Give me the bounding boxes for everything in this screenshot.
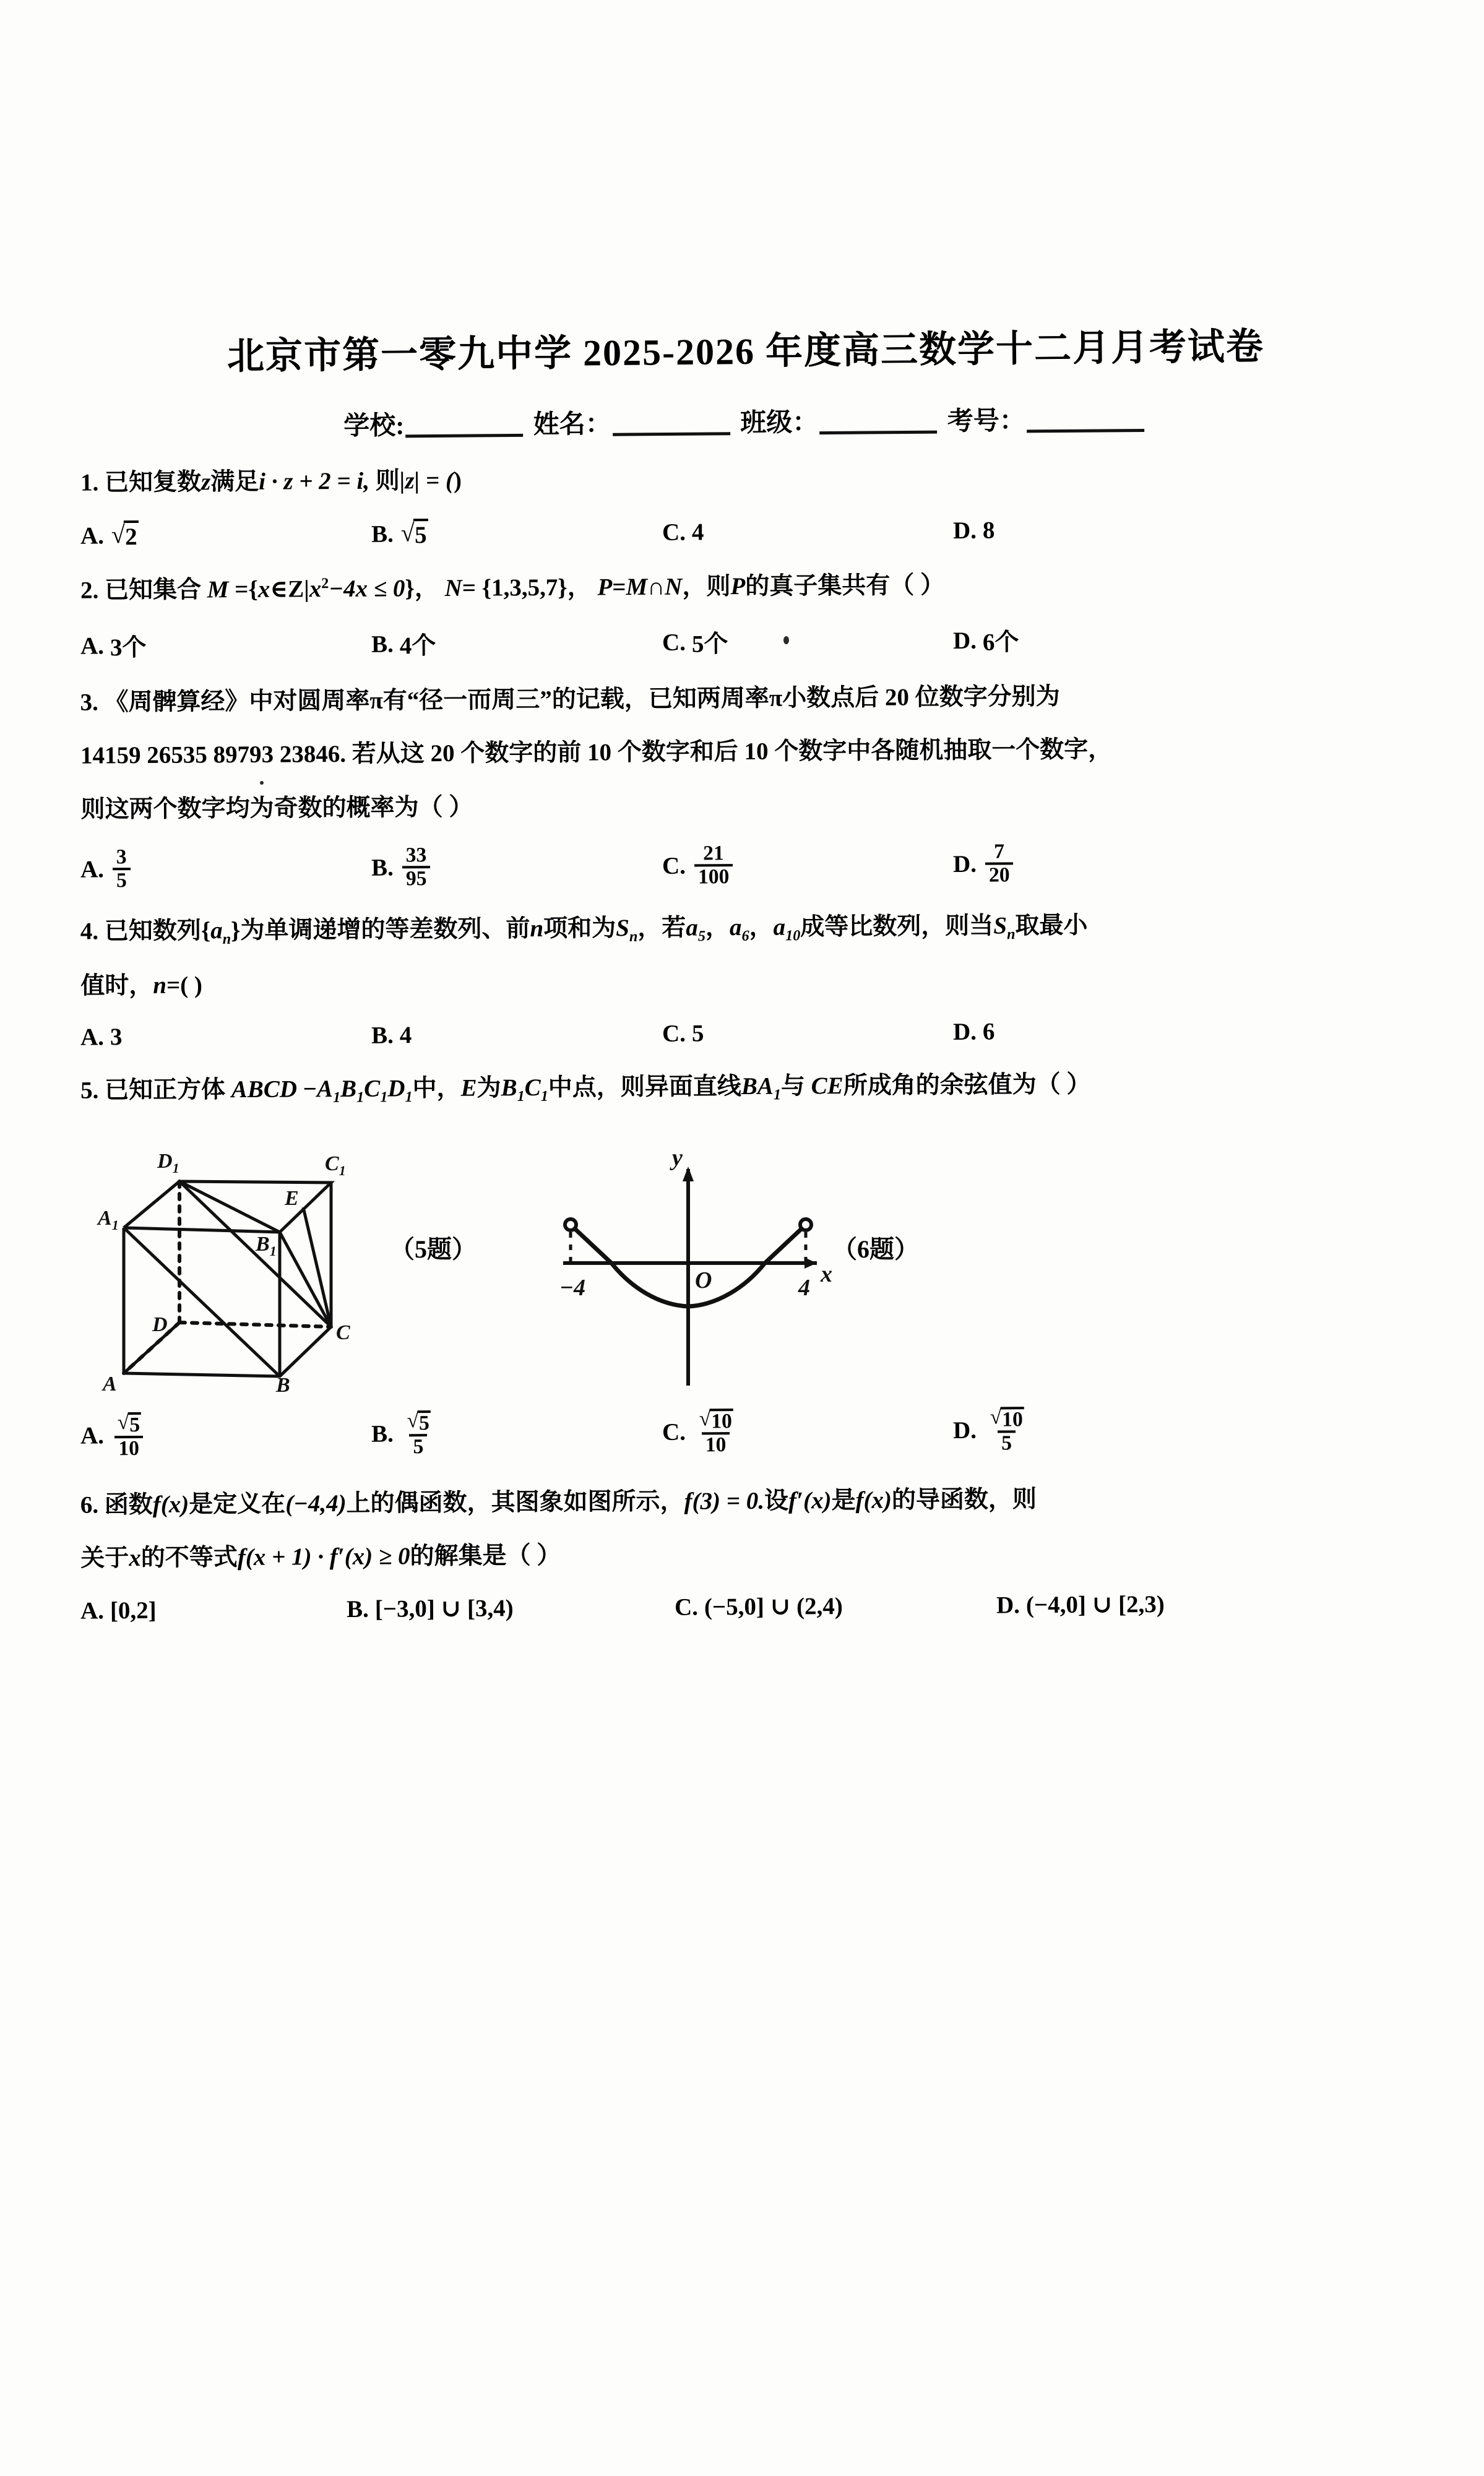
q1-modulus: |z| = ( <box>399 467 454 494</box>
option-c[interactable] <box>662 623 953 660</box>
q6-seg-e: 是 <box>831 1486 856 1514</box>
option-a[interactable] <box>80 1595 347 1625</box>
option-c-letter: C. <box>662 519 686 546</box>
question-6 <box>80 1478 1412 1577</box>
radical-icon <box>699 1408 733 1433</box>
option-b[interactable] <box>347 1593 675 1623</box>
question-5-stem <box>80 1071 1091 1104</box>
option-c-value: 4 <box>691 519 704 546</box>
option-d-value: 6 <box>982 1018 995 1045</box>
q2-x: x <box>257 576 270 603</box>
q5-cube-abcd: ABCD <box>231 1076 298 1103</box>
option-b[interactable] <box>371 625 662 662</box>
name-blank[interactable] <box>613 432 730 436</box>
page-title: 北京市第一零九中学 2025-2026 年度高三数学十二月月考试卷 <box>226 326 1265 377</box>
q4-n2: n <box>153 972 167 999</box>
option-a[interactable] <box>80 519 371 551</box>
question-2-number: 2. <box>80 577 99 605</box>
fraction-numerator <box>113 1412 145 1436</box>
option-b[interactable] <box>371 1020 662 1050</box>
fraction-numerator: 7 <box>994 840 1005 863</box>
fraction-numerator: 33 <box>405 843 427 867</box>
q5-a1: A <box>316 1076 334 1103</box>
option-c[interactable] <box>662 515 953 548</box>
question-1-number: 1. <box>80 469 99 496</box>
q4-n: n <box>530 915 544 942</box>
fraction-numerator <box>402 1410 434 1434</box>
radical-icon <box>111 520 139 551</box>
q2-eq3: = <box>612 574 626 601</box>
figure-6-caption: （6题） <box>832 1235 919 1263</box>
q2-bar: | <box>304 576 309 603</box>
question-6-line-2 <box>80 1532 1411 1578</box>
q5-dash: − <box>303 1076 317 1103</box>
option-a[interactable] <box>80 1410 371 1459</box>
q4-seq-sub: n <box>222 930 231 947</box>
fraction-denominator: 10 <box>114 1436 143 1459</box>
q2-set-m2: M <box>626 574 648 601</box>
q5-bc-b-sub: 1 <box>517 1088 525 1105</box>
q1-stem-mid: 满足 <box>210 468 259 496</box>
class-blank[interactable] <box>819 431 937 434</box>
option-d-fraction <box>985 842 1014 887</box>
q1-var-z: z <box>201 468 211 496</box>
option-a-value: [0,2] <box>110 1597 157 1624</box>
option-a-value: 2 <box>124 520 139 551</box>
cube-label-C: C <box>336 1321 350 1344</box>
option-c-letter: C. <box>674 1593 699 1621</box>
option-a-fraction <box>113 847 131 892</box>
q2-in: ∈ <box>270 576 288 603</box>
option-b-letter: B. <box>371 1022 394 1050</box>
option-a-letter: A. <box>80 1422 105 1449</box>
q4-a6: a <box>729 913 742 941</box>
figures-row <box>80 1113 1411 1404</box>
radical-icon <box>990 1406 1024 1431</box>
q5-c1-sub: 1 <box>380 1089 388 1106</box>
q5-b1-sub: 1 <box>356 1089 365 1106</box>
option-b[interactable] <box>371 1408 662 1457</box>
option-a-letter: A. <box>80 522 105 550</box>
option-d-value: 6个 <box>982 629 1019 656</box>
q1-equation: i · z + 2 = i, <box>259 467 370 495</box>
q4-comma2: ， <box>749 913 774 941</box>
fraction-numerator <box>985 1406 1028 1431</box>
option-a[interactable] <box>80 845 371 892</box>
option-c-letter: C. <box>662 1418 686 1446</box>
question-1-stem <box>80 467 462 496</box>
fraction-denominator: 100 <box>694 865 733 889</box>
radical-icon <box>401 519 428 550</box>
q5-point-e: E <box>460 1074 477 1102</box>
radical-icon <box>407 1410 431 1434</box>
option-b-letter: B. <box>371 520 394 548</box>
q4-seg-h: =( ) <box>166 972 203 999</box>
question-2-options <box>80 620 1411 663</box>
q6-fx2: f(x) <box>855 1486 892 1514</box>
option-d[interactable] <box>953 1405 1244 1454</box>
q2-expr-exp: 2 <box>321 575 329 592</box>
q2-set-n2: N <box>665 574 683 601</box>
q5-seg-b: 中， <box>412 1075 461 1102</box>
q4-brace-open: { <box>201 917 211 944</box>
q2-intersect: ∩ <box>647 574 665 601</box>
fraction-numerator: 3 <box>116 845 127 869</box>
fraction-denominator: 20 <box>985 863 1014 886</box>
option-d-letter: D. <box>952 517 977 544</box>
class-label: 班级： <box>740 408 819 438</box>
q5-line-ba1: BA <box>741 1073 774 1100</box>
question-6-line-1 <box>80 1486 1037 1518</box>
q1-close-paren: ) <box>453 467 462 494</box>
question-3-line-3: 则这两个数字均为奇数的概率为（ ） <box>80 793 473 823</box>
q1-stem-prefix: 已知复数 <box>104 468 202 496</box>
q5-a1-sub: 1 <box>332 1089 341 1106</box>
q4-S2: S <box>993 912 1007 939</box>
curve-right-segment <box>765 1226 805 1263</box>
question-3 <box>80 676 1411 828</box>
option-d[interactable] <box>996 1589 1318 1619</box>
q5-bc-c: C <box>524 1074 541 1102</box>
open-circle-right <box>800 1219 811 1230</box>
q5-d1-sub: 1 <box>405 1089 413 1106</box>
option-a-fraction <box>113 1412 145 1460</box>
q5-b1: B <box>340 1076 357 1103</box>
question-6-options <box>80 1588 1411 1624</box>
option-c[interactable] <box>675 1590 996 1621</box>
question-4-options <box>80 1016 1411 1051</box>
option-d-value: 8 <box>982 517 995 544</box>
q4-a10-sub: 10 <box>785 926 801 944</box>
q2-expr-rest: −4x ≤ 0 <box>329 575 405 603</box>
option-d-letter: D. <box>952 627 977 654</box>
option-d-letter: D. <box>952 1019 977 1046</box>
q6-fx: f(x) <box>152 1491 189 1518</box>
q3-line1-text: 《周髀算经》中对圆周率π有“径一而周三”的记载，已知两周率π小数点后 20 位数字分别为 <box>104 683 1060 716</box>
q4-S-sub: n <box>629 928 638 945</box>
student-info-line <box>80 397 1411 445</box>
cube-label-D: D <box>152 1313 168 1336</box>
option-d[interactable] <box>953 1016 1244 1046</box>
x-axis-label: x <box>821 1261 832 1287</box>
q4-a5: a <box>686 914 698 941</box>
curve-left-arc <box>611 1263 688 1306</box>
q5-bc-c-sub: 1 <box>540 1088 548 1105</box>
option-b-letter: B. <box>371 630 394 658</box>
option-c-fraction <box>694 843 733 888</box>
cube-label-B1: $B_1$ <box>256 1232 277 1259</box>
option-c-letter: C. <box>662 628 686 656</box>
option-c-value: 5个 <box>691 631 728 658</box>
q5-d1: D <box>387 1075 405 1102</box>
option-a-value: 3个 <box>110 634 147 662</box>
cube-label-A1: $A_1$ <box>98 1206 119 1233</box>
q2-set-m: M <box>207 576 229 603</box>
fraction-numerator: 21 <box>703 842 724 865</box>
q4-seg-d: ，若 <box>637 914 686 941</box>
option-a-letter: A. <box>80 856 105 883</box>
q4-a6-sub: 6 <box>741 927 749 944</box>
q4-S2-sub: n <box>1006 925 1016 943</box>
q6-seg-h: 关于 <box>80 1545 129 1572</box>
curve-left-segment <box>572 1226 611 1263</box>
y-axis-arrow <box>683 1167 694 1181</box>
cube-label-D1: $D_1$ <box>157 1149 179 1176</box>
question-5 <box>80 1064 1411 1111</box>
q6-seg-d: 设 <box>764 1487 789 1514</box>
q2-eq2: = {1,3,5,7}， <box>462 574 592 602</box>
option-a-letter: A. <box>80 1597 105 1624</box>
q6-seg-c: 上的偶函数，其图象如图所示， <box>346 1488 684 1517</box>
q6-inequality: f(x + 1) · f′(x) ≥ 0 <box>237 1543 410 1571</box>
option-d[interactable] <box>953 514 1244 546</box>
name-label: 姓名： <box>533 410 611 439</box>
exam-body <box>80 322 1411 1624</box>
q4-seg-e: 成等比数列，则当 <box>800 912 994 941</box>
question-4-line-2 <box>80 959 1411 1005</box>
option-c-fraction <box>694 1408 737 1456</box>
q2-brace-close: }， <box>405 575 439 602</box>
question-5-number: 5. <box>80 1077 99 1104</box>
q5-seg-g: 所成角的余弦值为（ ） <box>843 1071 1091 1100</box>
option-c[interactable] <box>662 1018 953 1048</box>
option-b-value: 4个 <box>399 632 436 660</box>
option-d-value: (−4,0] ∪ [2,3) <box>1025 1590 1165 1619</box>
q1-then: 则 <box>375 467 400 494</box>
q2-set-n: N <box>444 575 462 602</box>
q4-a5-sub: 5 <box>697 927 706 944</box>
q5-c1: C <box>364 1075 381 1103</box>
figure-5-caption: （5题） <box>390 1235 477 1263</box>
option-c-letter: C. <box>662 1020 686 1048</box>
fraction-denominator: 5 <box>409 1434 427 1457</box>
cube-label-B: B <box>276 1373 290 1392</box>
q4-seg-a: 已知数列 <box>104 917 201 944</box>
question-1 <box>80 456 1411 502</box>
q2-tail1: ，则 <box>682 573 731 601</box>
option-b[interactable] <box>371 517 662 550</box>
q6-seg-b: 是定义在 <box>189 1490 286 1518</box>
q6-x: x <box>129 1545 141 1572</box>
q5-seg-f: 与 <box>780 1072 806 1100</box>
radicand: 5 <box>418 1410 431 1434</box>
option-d-letter: D. <box>952 1417 977 1444</box>
question-4-number: 4. <box>80 917 99 945</box>
option-d[interactable] <box>953 840 1244 886</box>
q6-seg-g: 的导函数，则 <box>891 1486 1037 1514</box>
q4-S: S <box>616 914 630 941</box>
question-3-number: 3. <box>80 689 98 716</box>
exam-no-label: 考号： <box>947 407 1025 436</box>
q4-seg-g: 值时， <box>80 972 153 999</box>
q4-seq-a: a <box>210 917 223 944</box>
option-b-value: 5 <box>413 519 428 550</box>
q2-seg-a: 已知集合 <box>104 576 202 604</box>
option-b-value: 4 <box>399 1022 412 1049</box>
option-b-letter: B. <box>371 1420 394 1447</box>
question-4-line-1 <box>80 912 1088 947</box>
fraction-numerator <box>694 1408 737 1433</box>
school-label: 学校: <box>343 412 405 441</box>
fraction-denominator: 5 <box>113 868 131 891</box>
option-b-fraction <box>402 845 431 890</box>
option-a-letter: A. <box>80 632 105 659</box>
option-c-letter: C. <box>662 852 686 879</box>
option-a-letter: A. <box>80 1024 105 1051</box>
radicand: 10 <box>1001 1407 1024 1430</box>
radicand: 10 <box>710 1408 733 1432</box>
option-a[interactable] <box>80 627 371 663</box>
q4-comma1: ， <box>705 913 730 941</box>
q6-seg-j: 的解集是（ ） <box>410 1542 561 1570</box>
q6-seg-i: 的不等式 <box>140 1544 238 1572</box>
q6-fprime: f′(x) <box>788 1487 832 1514</box>
option-c-value: (−5,0] ∪ (2,4) <box>704 1592 843 1621</box>
radical-icon <box>118 1412 141 1436</box>
fraction-denominator: 95 <box>402 866 431 890</box>
fraction-denominator: 5 <box>998 1430 1016 1454</box>
question-3-line-1 <box>80 683 1059 716</box>
question-3-options <box>80 839 1411 892</box>
question-1-options <box>80 512 1411 551</box>
q4-brace-close: } <box>230 917 241 944</box>
q5-bc-b: B <box>501 1074 517 1102</box>
cube-label-C1: $C_1$ <box>325 1152 346 1178</box>
q6-domain: (−4,4) <box>285 1490 347 1517</box>
q2-set-p: P <box>597 574 613 601</box>
question-2 <box>80 564 1411 610</box>
q4-seg-c: 项和为 <box>543 914 616 942</box>
option-b-letter: B. <box>371 854 394 881</box>
q2-brace-open: { <box>248 576 258 603</box>
question-2-stem <box>80 572 944 604</box>
question-5-options <box>80 1404 1411 1460</box>
q2-set-p2: P <box>730 573 746 600</box>
x-tick-right-label: 4 <box>798 1274 810 1301</box>
option-a[interactable] <box>80 1022 371 1051</box>
option-d[interactable] <box>953 621 1244 658</box>
y-axis-label: y <box>672 1144 683 1171</box>
q2-eq1: = <box>235 576 249 603</box>
q2-expr-base: x <box>309 576 322 603</box>
question-3-line-2: 14159 26535 89793 23846. 若从这 20 个数字的前 10 个数字和后 10 个数字中各随机抽取一个数字， <box>80 736 1113 769</box>
origin-label: O <box>695 1267 712 1293</box>
cube-label-E: E <box>285 1186 299 1210</box>
q5-line-ba1-sub: 1 <box>773 1086 782 1103</box>
option-a-value: 3 <box>110 1024 123 1051</box>
x-tick-left-label: −4 <box>559 1274 586 1301</box>
q4-seg-f: 取最小 <box>1015 912 1088 939</box>
option-c[interactable] <box>662 842 953 888</box>
exam-no-blank[interactable] <box>1027 429 1144 433</box>
option-c-value: 5 <box>691 1020 704 1047</box>
radicand: 5 <box>128 1412 141 1436</box>
q4-seg-b: 为单调递增的等差数列、前 <box>240 915 530 944</box>
option-d-letter: D. <box>996 1591 1020 1618</box>
q6-seg-a: 函数 <box>104 1491 153 1519</box>
q5-line-ce: CE <box>811 1072 843 1100</box>
q2-tail2: 的真子集共有（ ） <box>745 572 945 600</box>
question-6-number: 6. <box>80 1491 99 1519</box>
cube-figure <box>80 1113 371 1392</box>
option-b-fraction <box>402 1410 435 1458</box>
option-b-value: [−3,0] ∪ [3,4) <box>374 1595 514 1623</box>
q2-integers: Z <box>288 576 304 603</box>
school-blank[interactable] <box>405 434 523 438</box>
option-b-letter: B. <box>346 1595 369 1623</box>
question-4 <box>80 905 1412 1005</box>
q5-seg-d: 中点，则异面直线 <box>548 1073 741 1102</box>
q4-a10: a <box>773 913 786 941</box>
option-b[interactable] <box>371 843 662 890</box>
open-circle-left <box>565 1219 576 1230</box>
option-c[interactable] <box>662 1407 953 1456</box>
q5-seg-c: 为 <box>477 1074 501 1102</box>
q6-f3: f(3) = 0. <box>684 1487 765 1515</box>
option-d-letter: D. <box>952 850 977 878</box>
option-d-fraction <box>985 1406 1028 1454</box>
q5-seg-a: 已知正方体 <box>104 1076 226 1104</box>
fraction-denominator: 10 <box>702 1432 730 1456</box>
cube-label-A: A <box>103 1372 117 1392</box>
